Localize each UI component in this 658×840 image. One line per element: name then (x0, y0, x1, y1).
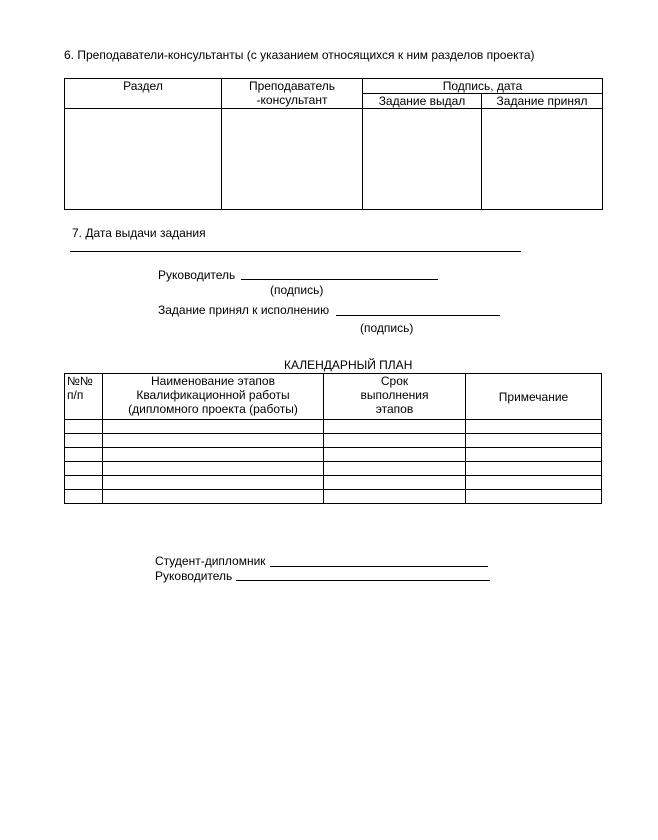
accepted-label: Задание принял к исполнению (158, 303, 330, 317)
table-row (65, 476, 602, 490)
empty-cell[interactable] (222, 109, 363, 210)
empty-cell[interactable] (466, 434, 602, 448)
col-consultant-header: Преподаватель -консультант (222, 79, 363, 109)
empty-cell[interactable] (65, 448, 103, 462)
table-row (65, 420, 602, 434)
col-section-header: Раздел (65, 79, 222, 109)
empty-cell[interactable] (324, 420, 466, 434)
empty-cell[interactable] (324, 476, 466, 490)
empty-cell[interactable] (324, 434, 466, 448)
accepted-signature-line[interactable] (336, 315, 500, 316)
col-signature-header: Подпись, дата (363, 79, 603, 94)
calendar-title: КАЛЕНДАРНЫЙ ПЛАН (284, 358, 413, 372)
empty-cell[interactable] (65, 420, 103, 434)
empty-cell[interactable] (65, 109, 222, 210)
col-deadline-header: Срок выполнения этапов (324, 374, 466, 420)
empty-cell[interactable] (65, 434, 103, 448)
empty-cell[interactable] (103, 462, 324, 476)
issue-date-line[interactable] (70, 251, 521, 252)
signature-note: (подпись) (270, 283, 324, 297)
table-row (65, 434, 602, 448)
col-note-header: Примечание (466, 374, 602, 420)
signature-note: (подпись) (360, 321, 414, 335)
empty-cell[interactable] (363, 109, 482, 210)
supervisor-label: Руководитель (158, 268, 236, 282)
empty-cell[interactable] (103, 476, 324, 490)
col-stage-header: Наименование этапов Квалификационной работы (дипломного проекта (работы) (103, 374, 324, 420)
empty-cell[interactable] (466, 420, 602, 434)
empty-cell[interactable] (103, 490, 324, 504)
empty-cell[interactable] (103, 434, 324, 448)
table-row (65, 448, 602, 462)
supervisor-signature-line[interactable] (241, 279, 438, 280)
section-6-heading: 6. Преподаватели-консультанты (с указанием относящихся к ним разделов проекта) (64, 48, 535, 62)
empty-cell[interactable] (103, 420, 324, 434)
section-7-heading: 7. Дата выдачи задания (72, 226, 206, 240)
calendar-table (64, 373, 602, 504)
empty-cell[interactable] (466, 476, 602, 490)
table-row (65, 462, 602, 476)
empty-cell[interactable] (466, 490, 602, 504)
empty-cell[interactable] (324, 448, 466, 462)
sub-issued-header: Задание выдал (363, 94, 482, 109)
empty-cell[interactable] (466, 448, 602, 462)
table-row (65, 490, 602, 504)
consultants-table (64, 78, 603, 210)
col-num-header: №№ п/п (65, 374, 103, 420)
sub-accepted-header: Задание принял (482, 94, 603, 109)
empty-cell[interactable] (65, 476, 103, 490)
student-label: Студент-дипломник (155, 554, 266, 568)
empty-cell[interactable] (65, 462, 103, 476)
empty-cell[interactable] (65, 490, 103, 504)
empty-cell[interactable] (324, 462, 466, 476)
empty-cell[interactable] (482, 109, 603, 210)
student-signature-line[interactable] (270, 566, 488, 567)
empty-cell[interactable] (466, 462, 602, 476)
empty-cell[interactable] (103, 448, 324, 462)
empty-cell[interactable] (324, 490, 466, 504)
footer-supervisor-signature-line[interactable] (236, 580, 490, 581)
footer-supervisor-label: Руководитель (155, 569, 233, 583)
